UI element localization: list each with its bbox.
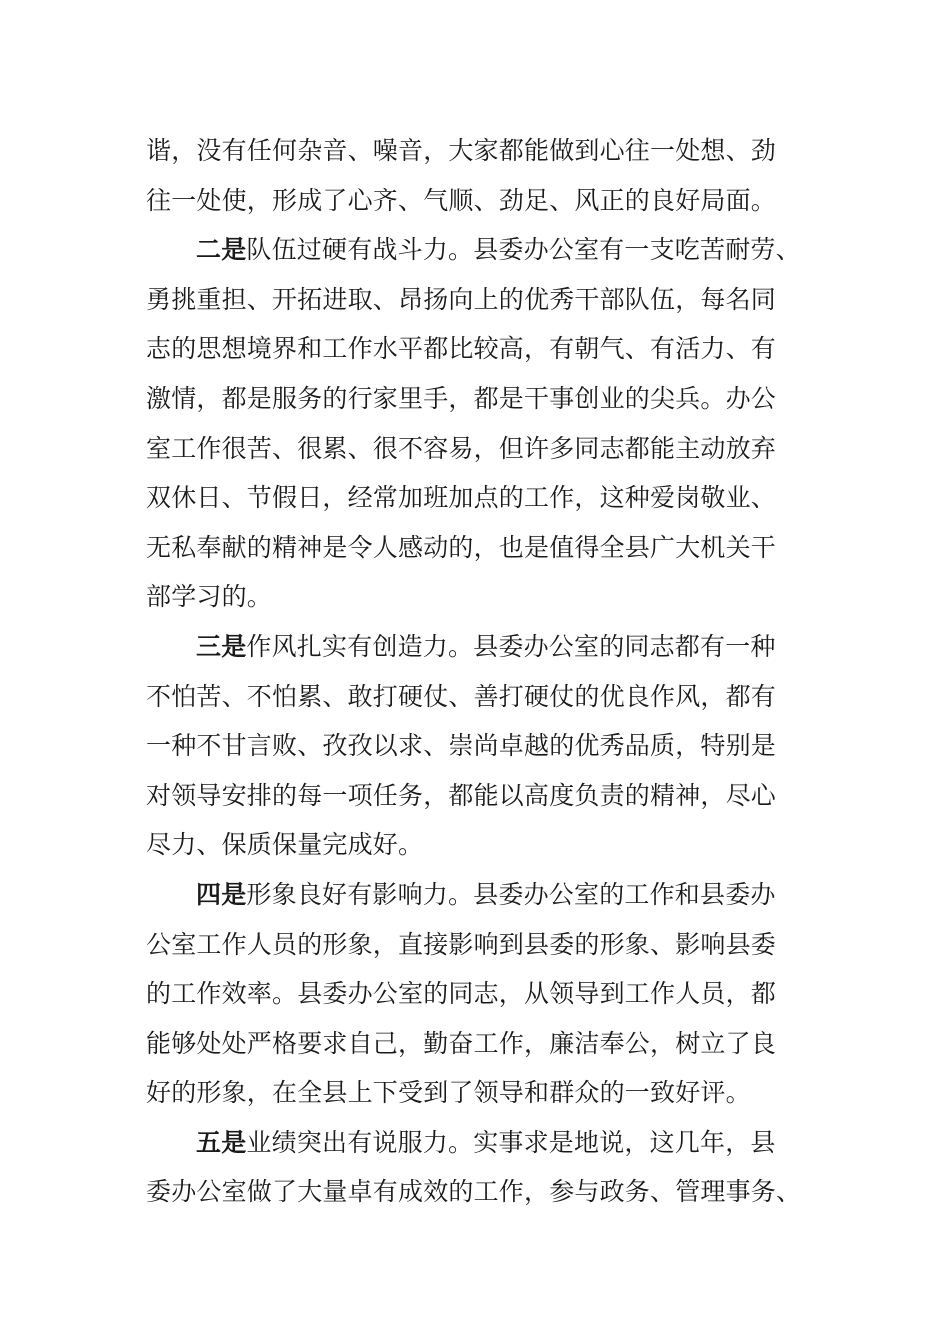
text-segment: 形象良好有影响力。县委办公室的工作和县委办 [246,879,776,909]
text-line: 好的形象，在全县上下受到了领导和群众的一致好评。 [146,1078,751,1108]
text-line [146,870,796,920]
text-line: 勇挑重担、开拓进取、昂扬向上的优秀干部队伍，每名同 [146,284,777,314]
text-line: 双休日、节假日，经常加班加点的工作，这种爱岗敬业、 [146,483,777,513]
text-line: 志的思想境界和工作水平都比较高，有朝气、有活力、有 [146,334,777,364]
text-line [146,225,801,275]
paragraph-point-five [146,1118,802,1217]
paragraph-lead: 五是 [196,1127,247,1157]
text-line: 能够处处严格要求自己，勤奋工作，廉洁奉公，树立了良 [146,1028,777,1058]
paragraph-point-four [146,870,796,1118]
text-line: 激情，都是服务的行家里手，都是干事创业的尖兵。办公 [146,383,777,413]
paragraph-point-two [146,225,801,622]
text-line: 对领导安排的每一项任务，都能以高度负责的精神，尽心 [146,780,777,810]
text-segment: 队伍过硬有战斗力。县委办公室有一支吃苦耐劳、 [246,235,801,265]
paragraph-lead: 四是 [196,879,247,909]
text-segment: 作风扎实有创造力。县委办公室的同志都有一种 [246,631,776,661]
text-line [146,1118,796,1168]
text-line: 往一处使，形成了心齐、气顺、劲足、风正的良好局面。 [146,185,777,215]
paragraph-continuation [146,126,796,225]
text-line: 尽力、保质保量完成好。 [146,830,424,860]
text-line: 部学习的。 [146,582,273,612]
paragraph-lead: 三是 [196,631,247,661]
text-line: 公室工作人员的形象，直接影响到县委的形象、影响县委 [146,929,777,959]
text-line [146,622,796,672]
paragraph-point-three [146,622,796,870]
text-line: 无私奉献的精神是令人感动的，也是值得全县广大机关干 [146,532,777,562]
text-line: 室工作很苦、很累、很不容易，但许多同志都能主动放弃 [146,433,777,463]
text-segment: 业绩突出有说服力。实事求是地说，这几年，县 [246,1127,776,1157]
text-line: 的工作效率。县委办公室的同志，从领导到工作人员，都 [146,979,777,1009]
document-body [146,126,802,1217]
paragraph-lead: 二是 [196,235,247,265]
text-line: 委办公室做了大量卓有成效的工作，参与政务、管理事务、 [146,1177,802,1207]
text-line: 不怕苦、不怕累、敢打硬仗、善打硬仗的优良作风，都有 [146,681,777,711]
text-line: 一种不甘言败、孜孜以求、崇尚卓越的优秀品质，特别是 [146,731,777,761]
text-line: 谐，没有任何杂音、噪音，大家都能做到心往一处想、劲 [146,136,777,165]
